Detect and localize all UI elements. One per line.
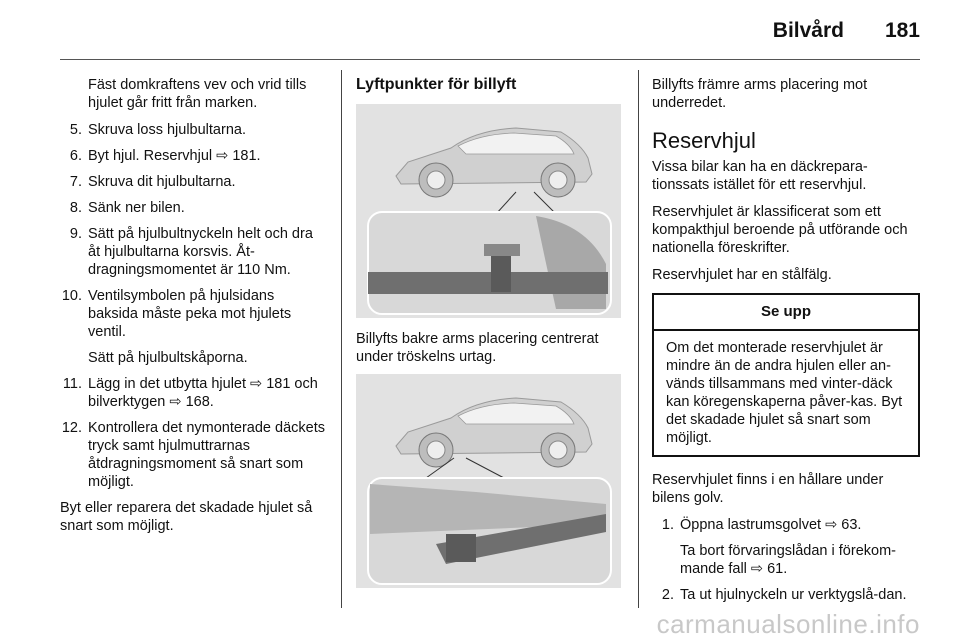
car-lift-illustration	[356, 374, 621, 588]
paragraph: Byt eller reparera det skadade hjulet så snart som möjligt.	[60, 500, 313, 534]
page-number: 181	[884, 19, 920, 42]
list-item: 11. Lägg in det utbytta hjulet ⇨ 181 och bilverktygen ⇨ 168.	[62, 376, 318, 410]
car-lift-rear-figure	[356, 104, 621, 318]
caution-text: Om det monterade reservhjulet är mindre än de andra hjulen eller an-vänds tillsammans med vinter-däck kan köregenskaperna påver-kas. Byt det skadade hjulet så snart som möjligt.	[666, 340, 903, 446]
page-header	[0, 0, 960, 62]
caution-title: Se upp	[654, 295, 918, 331]
paragraph: Fäst domkraftens vev och vrid tills hjulet går fritt från marken.	[88, 77, 307, 111]
section-title: Bilvård	[772, 19, 844, 42]
list-item: 12. Kontrollera det nymonterade däckets tryck samt hjulmuttrarnas åtdragningsmoment så snart som möjligt.	[61, 420, 325, 490]
column-middle	[356, 76, 628, 600]
list-item: 6. Byt hjul. Reservhjul ⇨ 181.	[69, 148, 261, 164]
list-item: Ta bort förvaringslådan i förekom-mande fall ⇨ 61.	[680, 543, 896, 577]
list-item: 8. Sänk ner bilen.	[69, 200, 185, 216]
list-item: 9. Sätt på hjulbultnyckeln helt och dra åt hjulbultarna korsvis. Åt-dragningsmomentet är 110 Nm.	[69, 226, 313, 278]
figure-caption: Billyfts bakre arms placering centrerat under tröskelns urtag.	[356, 331, 599, 365]
list-item: 5. Skruva loss hjulbultarna.	[69, 122, 246, 138]
section-heading: Lyftpunkter för billyft	[356, 76, 517, 93]
car-lift-front-figure	[356, 374, 621, 588]
watermark: carmanualsonline.info	[656, 609, 920, 639]
paragraph: Billyfts främre arms placering mot underredet.	[652, 77, 868, 111]
list-item: 1. Öppna lastrumsgolvet ⇨ 63.	[661, 517, 862, 533]
column-left	[60, 76, 328, 544]
list-item: 2. Ta ut hjulnyckeln ur verktygslå-dan.	[661, 587, 907, 603]
header-rule	[60, 59, 920, 60]
list-item: Sätt på hjulbultskåporna.	[88, 350, 248, 366]
list-item: 10. Ventilsymbolen på hjulsidans baksida måste peka mot hjulets ventil.	[61, 288, 292, 340]
car-lift-illustration	[356, 104, 621, 318]
column-right	[652, 76, 922, 612]
paragraph: Vissa bilar kan ha en däckrepara-tionssats istället för ett reservhjul.	[652, 159, 868, 193]
caution-box	[652, 293, 920, 457]
column-divider	[638, 70, 639, 608]
paragraph: Reservhjulet är klassificerat som ett kompakthjul beroende på utförande och nationella föreskrifter.	[652, 204, 908, 256]
list-item: 7. Skruva dit hjulbultarna.	[69, 174, 236, 190]
paragraph: Reservhjulet finns i en hållare under bilens golv.	[652, 472, 884, 506]
paragraph: Reservhjulet har en stålfälg.	[652, 267, 832, 283]
section-heading: Reservhjul	[652, 128, 756, 153]
column-divider	[341, 70, 342, 608]
